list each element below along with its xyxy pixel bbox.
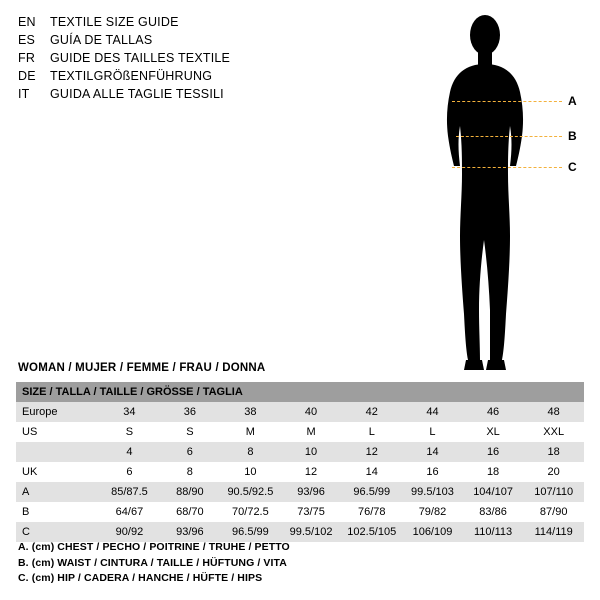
row-label-us-numeric — [16, 442, 99, 462]
cell: 34 — [99, 402, 160, 422]
row-label-b: B — [16, 502, 99, 522]
cell: L — [341, 422, 402, 442]
measure-label-c: C — [568, 160, 577, 174]
cell: 14 — [341, 462, 402, 482]
cell: 79/82 — [402, 502, 463, 522]
row-label-c: C — [16, 522, 99, 542]
row-label-europe: Europe — [16, 402, 99, 422]
cell: XL — [463, 422, 524, 442]
cell: 85/87.5 — [99, 482, 160, 502]
table-group-label: WOMAN / MUJER / FEMME / FRAU / DONNA — [18, 362, 266, 374]
title-row — [18, 50, 348, 67]
cell: 99.5/102 — [281, 522, 342, 542]
title-lang-it: IT — [18, 87, 30, 101]
cell: 42 — [341, 402, 402, 422]
female-silhouette-icon — [400, 8, 590, 376]
title-lang-de: DE — [18, 69, 36, 83]
table-row — [16, 482, 584, 502]
cell: 16 — [402, 462, 463, 482]
cell: 36 — [160, 402, 220, 422]
cell: S — [99, 422, 160, 442]
title-lang-en: EN — [18, 15, 36, 29]
cell: 76/78 — [341, 502, 402, 522]
cell: 20 — [523, 462, 584, 482]
title-row — [18, 86, 348, 103]
cell: 68/70 — [160, 502, 220, 522]
cell: 93/96 — [281, 482, 342, 502]
title-text-en: TEXTILE SIZE GUIDE — [50, 15, 179, 29]
legend-line-b: B. (cm) WAIST / CINTURA / TAILLE / HÜFTUNG / VITA — [18, 556, 287, 569]
legend-line-c: C. (cm) HIP / CADERA / HANCHE / HÜFTE / HIPS — [18, 572, 263, 584]
cell: 38 — [220, 402, 281, 422]
table-row — [16, 402, 584, 422]
measure-line-a — [452, 101, 562, 102]
cell: 8 — [160, 462, 220, 482]
cell: 48 — [523, 402, 584, 422]
cell: 18 — [523, 442, 584, 462]
table-row — [16, 442, 584, 462]
cell: 110/113 — [463, 522, 524, 542]
cell: 107/110 — [523, 482, 584, 502]
cell: 4 — [99, 442, 160, 462]
cell: 10 — [281, 442, 342, 462]
cell: 96.5/99 — [220, 522, 281, 542]
cell: 104/107 — [463, 482, 524, 502]
cell: 64/67 — [99, 502, 160, 522]
measure-line-b — [456, 136, 562, 137]
cell: 99.5/103 — [402, 482, 463, 502]
cell: 88/90 — [160, 482, 220, 502]
cell: 46 — [463, 402, 524, 422]
cell: 90/92 — [99, 522, 160, 542]
size-table — [16, 382, 584, 542]
cell: 90.5/92.5 — [220, 482, 281, 502]
cell: M — [281, 422, 342, 442]
cell: 40 — [281, 402, 342, 422]
measure-label-a: A — [568, 94, 577, 108]
cell: 114/119 — [523, 522, 584, 542]
table-header-row — [16, 382, 584, 402]
cell: 6 — [160, 442, 220, 462]
title-row — [18, 14, 348, 31]
legend — [18, 540, 290, 587]
cell: 83/86 — [463, 502, 524, 522]
row-label-a: A — [16, 482, 99, 502]
cell: 93/96 — [160, 522, 220, 542]
body-figure — [400, 8, 590, 368]
cell: 10 — [220, 462, 281, 482]
cell: 16 — [463, 442, 524, 462]
cell: L — [402, 422, 463, 442]
cell: 12 — [341, 442, 402, 462]
cell: 14 — [402, 442, 463, 462]
title-lang-fr: FR — [18, 51, 36, 65]
cell: M — [220, 422, 281, 442]
cell: 106/109 — [402, 522, 463, 542]
title-text-fr: GUIDE DES TAILLES TEXTILE — [50, 51, 231, 65]
cell: 87/90 — [523, 502, 584, 522]
title-text-es: GUÍA DE TALLAS — [50, 33, 153, 47]
cell: 102.5/105 — [341, 522, 402, 542]
title-text-it: GUIDA ALLE TAGLIE TESSILI — [50, 87, 224, 101]
title-text-de: TEXTILGRÖßENFÜHRUNG — [50, 69, 213, 83]
cell: 73/75 — [281, 502, 342, 522]
measure-label-b: B — [568, 129, 577, 143]
title-lang-es: ES — [18, 33, 36, 47]
cell: 44 — [402, 402, 463, 422]
row-label-us: US — [16, 422, 99, 442]
measure-line-c — [452, 167, 562, 168]
table-row — [16, 422, 584, 442]
cell: S — [160, 422, 220, 442]
cell: 96.5/99 — [341, 482, 402, 502]
cell: 12 — [281, 462, 342, 482]
cell: 18 — [463, 462, 524, 482]
title-block — [18, 14, 348, 104]
table-row — [16, 522, 584, 542]
table-header-label: SIZE / TALLA / TAILLE / GRÖSSE / TAGLIA — [16, 382, 584, 402]
table-row — [16, 502, 584, 522]
table-row — [16, 462, 584, 482]
title-row — [18, 68, 348, 85]
row-label-uk: UK — [16, 462, 99, 482]
cell: XXL — [523, 422, 584, 442]
cell: 70/72.5 — [220, 502, 281, 522]
cell: 6 — [99, 462, 160, 482]
title-row — [18, 32, 348, 49]
legend-line-a: A. (cm) CHEST / PECHO / POITRINE / TRUHE / PETTO — [18, 541, 290, 553]
cell: 8 — [220, 442, 281, 462]
